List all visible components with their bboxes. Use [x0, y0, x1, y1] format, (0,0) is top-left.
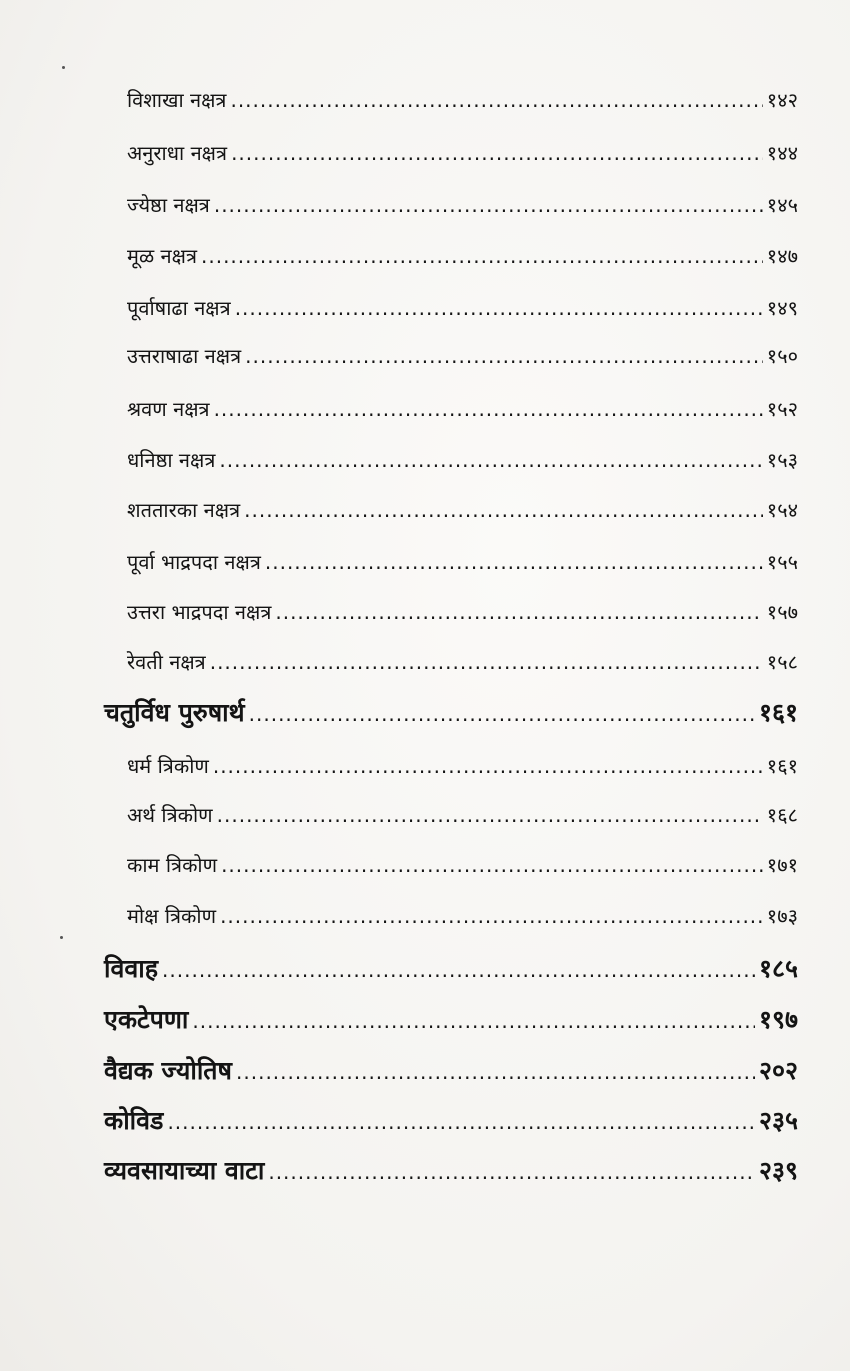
dot-leader [167, 1110, 755, 1134]
dot-leader [231, 141, 763, 165]
toc-entry-title: धर्म त्रिकोण [127, 754, 209, 778]
toc-entry [127, 191, 798, 221]
dot-leader [249, 702, 755, 726]
toc-entry [127, 139, 798, 169]
toc-entry-title: अनुराधा नक्षत्र [127, 141, 228, 165]
toc-entry-page: १४७ [766, 244, 798, 268]
toc-chapter [104, 951, 798, 985]
dot-leader [268, 1160, 755, 1184]
toc-chapter-title: वैद्यक ज्योतिष [104, 1056, 233, 1085]
dot-leader [245, 344, 763, 368]
dot-leader [213, 754, 763, 778]
toc-entry-title: शततारका नक्षत्र [127, 498, 241, 522]
dot-leader [230, 88, 762, 112]
toc-entry [127, 395, 798, 425]
toc-entry [127, 902, 798, 932]
toc-chapter [104, 1053, 798, 1087]
dot-leader [214, 193, 763, 217]
dot-leader [162, 958, 755, 982]
toc-entry-title: उत्तरा भाद्रपदा नक्षत्र [127, 600, 272, 624]
toc-chapter-page: १६१ [758, 698, 798, 727]
toc-chapter-title: एकटेपणा [104, 1005, 189, 1034]
toc-entry-title: अर्थ त्रिकोण [127, 803, 213, 827]
toc-entry-page: १५० [766, 344, 798, 368]
toc-chapter-title: व्यवसायाच्या वाटा [104, 1156, 265, 1185]
dot-leader [214, 397, 763, 421]
toc-entry-title: रेवती नक्षत्र [127, 650, 206, 674]
toc-entry-page: १४५ [766, 193, 798, 217]
toc-entry [127, 752, 798, 782]
dot-leader [219, 448, 762, 472]
toc-chapter-title: कोविड [104, 1106, 164, 1135]
toc-entry-title: ज्येष्ठा नक्षत्र [127, 193, 210, 217]
toc-entry-page: १५७ [766, 600, 798, 624]
toc-chapter [104, 1153, 798, 1187]
dot-leader [221, 853, 763, 877]
toc-chapter-page: १८५ [758, 954, 798, 983]
dot-leader [217, 803, 763, 827]
toc-entry [127, 648, 798, 678]
toc-chapter-page: २०२ [758, 1056, 798, 1085]
toc-chapter [104, 695, 798, 729]
toc-entry [127, 851, 798, 881]
toc-entry [127, 446, 798, 476]
toc-entry-page: १४९ [766, 296, 798, 320]
toc-entry-page: १५८ [766, 650, 798, 674]
toc-entry-page: १४२ [766, 88, 798, 112]
toc-chapter-title: विवाह [104, 954, 159, 983]
toc-entry-title: उत्तराषाढा नक्षत्र [127, 344, 242, 368]
toc-entry-title: पूर्वा भाद्रपदा नक्षत्र [127, 550, 261, 574]
toc-entry [127, 242, 798, 272]
dot-leader [235, 296, 763, 320]
toc-entry-title: पूर्वाषाढा नक्षत्र [127, 296, 231, 320]
toc-chapter-page: २३५ [758, 1106, 798, 1135]
toc-entry-title: श्रवण नक्षत्र [127, 397, 210, 421]
toc-entry-page: १६१ [766, 754, 798, 778]
toc-entry-title: मूळ नक्षत्र [127, 244, 197, 268]
dot-leader [220, 904, 763, 928]
toc-entry-page: १५३ [766, 448, 798, 472]
toc-entry-title: मोक्ष त्रिकोण [127, 904, 217, 928]
toc-entry [127, 801, 798, 831]
toc-entry [127, 342, 798, 372]
toc-chapter [104, 1103, 798, 1137]
toc-entry-title: विशाखा नक्षत्र [127, 88, 227, 112]
dot-leader [275, 600, 762, 624]
toc-entry [127, 294, 798, 324]
dot-leader [210, 650, 763, 674]
toc-chapter [104, 1002, 798, 1036]
dot-leader [265, 550, 763, 574]
toc-entry-page: १५४ [766, 498, 798, 522]
dot-leader [201, 244, 763, 268]
toc-entry-title: काम त्रिकोण [127, 853, 218, 877]
toc-chapter-page: १९७ [758, 1005, 798, 1034]
toc-entry-page: १५२ [766, 397, 798, 421]
toc-entry [127, 598, 798, 628]
toc-entry-page: १४४ [766, 141, 798, 165]
toc-entry [127, 548, 798, 578]
toc-entry [127, 496, 798, 526]
toc-entry-page: १७३ [766, 904, 798, 928]
toc-chapter-page: २३९ [758, 1156, 798, 1185]
toc-entry [127, 86, 798, 116]
dot-leader [192, 1009, 755, 1033]
dot-leader [244, 498, 763, 522]
toc-entry-title: धनिष्ठा नक्षत्र [127, 448, 216, 472]
toc-entry-page: १६८ [766, 803, 798, 827]
toc-entry-page: १५५ [766, 550, 798, 574]
toc-chapter-title: चतुर्विध पुरुषार्थ [104, 698, 245, 727]
toc-entry-page: १७१ [766, 853, 798, 877]
dot-leader [236, 1060, 755, 1084]
